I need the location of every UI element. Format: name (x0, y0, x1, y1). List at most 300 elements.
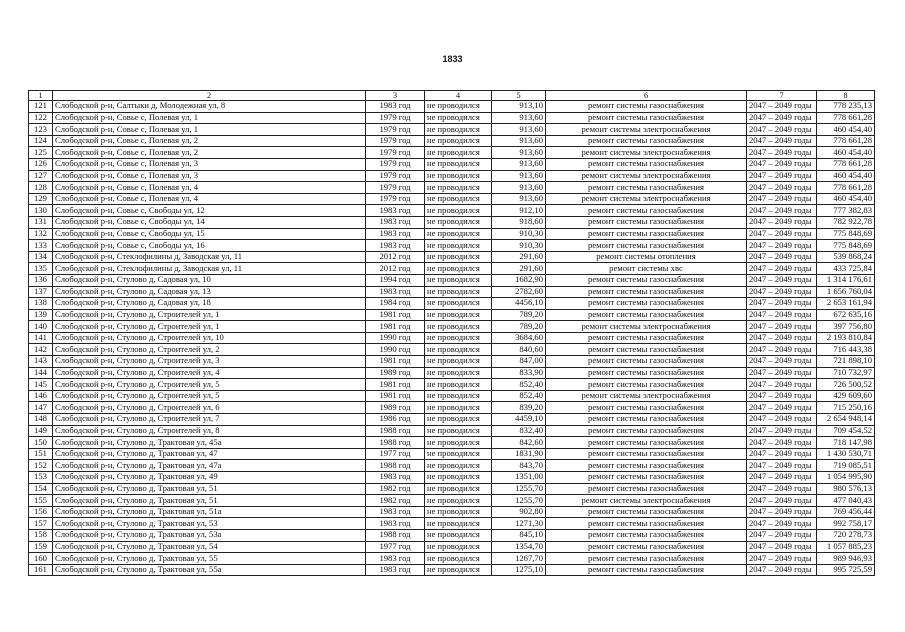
commission-year-cell: 1979 год (366, 112, 425, 124)
table-row (29, 240, 875, 252)
work-type-cell: ремонт системы газоснабжения (546, 541, 747, 553)
commission-year-cell: 1983 год (366, 101, 425, 113)
period-cell: 2047 – 2049 годы (747, 448, 817, 460)
area-cell: 1682,90 (492, 274, 546, 286)
table-row (29, 112, 875, 124)
last-repair-cell: не проводился (425, 367, 492, 379)
period-cell: 2047 – 2049 годы (747, 425, 817, 437)
column-header: 5 (492, 91, 546, 101)
cost-cell: 2 193 810,84 (817, 332, 875, 344)
last-repair-cell: не проводился (425, 553, 492, 565)
table-row (29, 228, 875, 240)
table-row (29, 344, 875, 356)
address-cell: Слободской р-н, Совье с, Полевая ул, 4 (53, 193, 366, 205)
row-number-cell: 148 (29, 414, 53, 426)
period-cell: 2047 – 2049 годы (747, 286, 817, 298)
period-cell: 2047 – 2049 годы (747, 332, 817, 344)
commission-year-cell: 1979 год (366, 182, 425, 194)
row-number-cell: 138 (29, 298, 53, 310)
table-row (29, 448, 875, 460)
area-cell: 842,60 (492, 437, 546, 449)
cost-cell: 989 946,93 (817, 553, 875, 565)
area-cell: 789,20 (492, 321, 546, 333)
period-cell: 2047 – 2049 годы (747, 263, 817, 275)
row-number-cell: 123 (29, 124, 53, 136)
commission-year-cell: 1977 год (366, 448, 425, 460)
column-header: 6 (546, 91, 747, 101)
area-cell: 789,20 (492, 309, 546, 321)
work-type-cell: ремонт системы газоснабжения (546, 379, 747, 391)
cost-cell: 672 635,16 (817, 309, 875, 321)
address-cell: Слободской р-н, Стулово д, Строителей ул, 1 (53, 321, 366, 333)
row-number-cell: 128 (29, 182, 53, 194)
commission-year-cell: 1979 год (366, 158, 425, 170)
table-row (29, 356, 875, 368)
period-cell: 2047 – 2049 годы (747, 321, 817, 333)
work-type-cell: ремонт системы газоснабжения (546, 425, 747, 437)
area-cell: 852,40 (492, 379, 546, 391)
area-cell: 839,20 (492, 402, 546, 414)
table-row (29, 518, 875, 530)
commission-year-cell: 1981 год (366, 356, 425, 368)
cost-cell: 2 653 161,94 (817, 298, 875, 310)
work-type-cell: ремонт системы газоснабжения (546, 356, 747, 368)
period-cell: 2047 – 2049 годы (747, 147, 817, 159)
period-cell: 2047 – 2049 годы (747, 460, 817, 472)
last-repair-cell: не проводился (425, 205, 492, 217)
row-number-cell: 147 (29, 402, 53, 414)
address-cell: Слободской р-н, Стулово д, Трактовая ул, 51 (53, 495, 366, 507)
last-repair-cell: не проводился (425, 321, 492, 333)
cost-cell: 778 235,13 (817, 101, 875, 113)
work-type-cell: ремонт системы газоснабжения (546, 182, 747, 194)
commission-year-cell: 1982 год (366, 483, 425, 495)
address-cell: Слободской р-н, Стулово д, Трактовая ул, 51 (53, 483, 366, 495)
last-repair-cell: не проводился (425, 425, 492, 437)
table-row (29, 147, 875, 159)
commission-year-cell: 1988 год (366, 437, 425, 449)
table-row (29, 437, 875, 449)
cost-cell: 433 725,84 (817, 263, 875, 275)
commission-year-cell: 1989 год (366, 402, 425, 414)
last-repair-cell: не проводился (425, 124, 492, 136)
cost-cell: 726 500,52 (817, 379, 875, 391)
row-number-cell: 130 (29, 205, 53, 217)
cost-cell: 2 654 948,14 (817, 414, 875, 426)
table-row (29, 251, 875, 263)
table-row (29, 321, 875, 333)
table-row (29, 379, 875, 391)
area-cell: 4459,10 (492, 414, 546, 426)
table-row (29, 367, 875, 379)
table-row (29, 495, 875, 507)
period-cell: 2047 – 2049 годы (747, 541, 817, 553)
row-number-cell: 144 (29, 367, 53, 379)
row-number-cell: 121 (29, 101, 53, 113)
area-cell: 913,10 (492, 101, 546, 113)
last-repair-cell: не проводился (425, 541, 492, 553)
cost-cell: 777 382,83 (817, 205, 875, 217)
area-cell: 913,60 (492, 182, 546, 194)
area-cell: 910,30 (492, 228, 546, 240)
area-cell: 910,30 (492, 240, 546, 252)
area-cell: 1831,90 (492, 448, 546, 460)
table-row (29, 460, 875, 472)
column-header: 2 (53, 91, 366, 101)
area-cell: 1354,70 (492, 541, 546, 553)
period-cell: 2047 – 2049 годы (747, 124, 817, 136)
work-type-cell: ремонт системы электроснабжения (546, 124, 747, 136)
period-cell: 2047 – 2049 годы (747, 274, 817, 286)
last-repair-cell: не проводился (425, 472, 492, 484)
work-type-cell: ремонт системы газоснабжения (546, 437, 747, 449)
table-row (29, 298, 875, 310)
area-cell: 1271,30 (492, 518, 546, 530)
row-number-cell: 125 (29, 147, 53, 159)
period-cell: 2047 – 2049 годы (747, 205, 817, 217)
area-cell: 902,80 (492, 506, 546, 518)
cost-cell: 715 250,16 (817, 402, 875, 414)
cost-cell: 778 661,28 (817, 182, 875, 194)
row-number-cell: 127 (29, 170, 53, 182)
last-repair-cell: не проводился (425, 101, 492, 113)
row-number-cell: 141 (29, 332, 53, 344)
column-header: 3 (366, 91, 425, 101)
area-cell: 918,60 (492, 216, 546, 228)
address-cell: Слободской р-н, Совье с, Полевая ул, 1 (53, 124, 366, 136)
period-cell: 2047 – 2049 годы (747, 390, 817, 402)
period-cell: 2047 – 2049 годы (747, 240, 817, 252)
period-cell: 2047 – 2049 годы (747, 135, 817, 147)
period-cell: 2047 – 2049 годы (747, 298, 817, 310)
address-cell: Слободской р-н, Стулово д, Садовая ул, 10 (53, 274, 366, 286)
commission-year-cell: 1990 год (366, 344, 425, 356)
cost-cell: 710 732,97 (817, 367, 875, 379)
last-repair-cell: не проводился (425, 135, 492, 147)
area-cell: 913,60 (492, 193, 546, 205)
work-type-cell: ремонт системы электроснабжения (546, 147, 747, 159)
commission-year-cell: 1986 год (366, 414, 425, 426)
address-cell: Слободской р-н, Совье с, Свободы ул, 15 (53, 228, 366, 240)
address-cell: Слободской р-н, Совье с, Полевая ул, 4 (53, 182, 366, 194)
period-cell: 2047 – 2049 годы (747, 506, 817, 518)
commission-year-cell: 1983 год (366, 506, 425, 518)
table-row (29, 158, 875, 170)
row-number-cell: 129 (29, 193, 53, 205)
period-cell: 2047 – 2049 годы (747, 228, 817, 240)
commission-year-cell: 1983 год (366, 553, 425, 565)
commission-year-cell: 1983 год (366, 564, 425, 576)
period-cell: 2047 – 2049 годы (747, 529, 817, 541)
row-number-cell: 139 (29, 309, 53, 321)
cost-cell: 778 661,28 (817, 112, 875, 124)
address-cell: Слободской р-н, Стулово д, Садовая ул, 18 (53, 298, 366, 310)
work-type-cell: ремонт системы отопления (546, 251, 747, 263)
work-type-cell: ремонт системы газоснабжения (546, 205, 747, 217)
cost-cell: 460 454,40 (817, 170, 875, 182)
table-row (29, 472, 875, 484)
work-type-cell: ремонт системы газоснабжения (546, 298, 747, 310)
last-repair-cell: не проводился (425, 518, 492, 530)
commission-year-cell: 1983 год (366, 472, 425, 484)
table-row (29, 274, 875, 286)
address-cell: Слободской р-н, Стулово д, Строителей ул, 5 (53, 379, 366, 391)
commission-year-cell: 1979 год (366, 147, 425, 159)
row-number-cell: 157 (29, 518, 53, 530)
table-row (29, 425, 875, 437)
last-repair-cell: не проводился (425, 564, 492, 576)
row-number-cell: 156 (29, 506, 53, 518)
page-number: 1833 (442, 54, 463, 64)
address-cell: Слободской р-н, Стулово д, Трактовая ул, 53а (53, 529, 366, 541)
period-cell: 2047 – 2049 годы (747, 170, 817, 182)
column-header: 7 (747, 91, 817, 101)
cost-cell: 769 456,44 (817, 506, 875, 518)
table-row (29, 564, 875, 576)
last-repair-cell: не проводился (425, 448, 492, 460)
work-type-cell: ремонт системы газоснабжения (546, 309, 747, 321)
address-cell: Слободской р-н, Стулово д, Строителей ул, 8 (53, 425, 366, 437)
row-number-cell: 142 (29, 344, 53, 356)
commission-year-cell: 1982 год (366, 495, 425, 507)
work-type-cell: ремонт системы газоснабжения (546, 529, 747, 541)
area-cell: 913,60 (492, 170, 546, 182)
work-type-cell: ремонт системы газоснабжения (546, 135, 747, 147)
column-header: 4 (425, 91, 492, 101)
row-number-cell: 160 (29, 553, 53, 565)
address-cell: Слободской р-н, Стулово д, Трактовая ул, 45а (53, 437, 366, 449)
cost-cell: 709 454,52 (817, 425, 875, 437)
area-cell: 291,60 (492, 263, 546, 275)
address-cell: Слободской р-н, Стеклофилины д, Заводская ул, 11 (53, 263, 366, 275)
cost-cell: 477 040,43 (817, 495, 875, 507)
commission-year-cell: 1988 год (366, 529, 425, 541)
period-cell: 2047 – 2049 годы (747, 379, 817, 391)
last-repair-cell: не проводился (425, 298, 492, 310)
commission-year-cell: 1984 год (366, 298, 425, 310)
work-type-cell: ремонт системы газоснабжения (546, 448, 747, 460)
table-row (29, 124, 875, 136)
period-cell: 2047 – 2049 годы (747, 483, 817, 495)
address-cell: Слободской р-н, Стулово д, Строителей ул, 10 (53, 332, 366, 344)
commission-year-cell: 1979 год (366, 170, 425, 182)
cost-cell: 1 314 176,61 (817, 274, 875, 286)
address-cell: Слободской р-н, Стулово д, Трактовая ул, 54 (53, 541, 366, 553)
period-cell: 2047 – 2049 годы (747, 356, 817, 368)
cost-cell: 721 898,10 (817, 356, 875, 368)
period-cell: 2047 – 2049 годы (747, 101, 817, 113)
row-number-cell: 154 (29, 483, 53, 495)
work-type-cell: ремонт системы газоснабжения (546, 506, 747, 518)
work-type-cell: ремонт системы газоснабжения (546, 402, 747, 414)
table-row (29, 529, 875, 541)
commission-year-cell: 1989 год (366, 367, 425, 379)
period-cell: 2047 – 2049 годы (747, 193, 817, 205)
address-cell: Слободской р-н, Совье с, Свободы ул, 12 (53, 205, 366, 217)
area-cell: 1255,70 (492, 483, 546, 495)
address-cell: Слободской р-н, Совье с, Полевая ул, 2 (53, 135, 366, 147)
work-type-cell: ремонт системы электроснабжения (546, 193, 747, 205)
table-row (29, 263, 875, 275)
table-row (29, 390, 875, 402)
commission-year-cell: 1979 год (366, 135, 425, 147)
work-type-cell: ремонт системы газоснабжения (546, 112, 747, 124)
last-repair-cell: не проводился (425, 112, 492, 124)
address-cell: Слободской р-н, Стулово д, Трактовая ул, 49 (53, 472, 366, 484)
column-header: 8 (817, 91, 875, 101)
work-type-cell: ремонт системы электроснабжения (546, 170, 747, 182)
work-type-cell: ремонт системы газоснабжения (546, 286, 747, 298)
commission-year-cell: 1988 год (366, 460, 425, 472)
commission-year-cell: 1981 год (366, 379, 425, 391)
address-cell: Слободской р-н, Стулово д, Трактовая ул, 55а (53, 564, 366, 576)
row-number-cell: 150 (29, 437, 53, 449)
cost-cell: 992 758,17 (817, 518, 875, 530)
row-number-cell: 161 (29, 564, 53, 576)
row-number-cell: 152 (29, 460, 53, 472)
work-type-cell: ремонт системы газоснабжения (546, 158, 747, 170)
last-repair-cell: не проводился (425, 356, 492, 368)
table-row (29, 414, 875, 426)
period-cell: 2047 – 2049 годы (747, 309, 817, 321)
period-cell: 2047 – 2049 годы (747, 158, 817, 170)
cost-cell: 1 054 995,90 (817, 472, 875, 484)
last-repair-cell: не проводился (425, 263, 492, 275)
commission-year-cell: 1977 год (366, 541, 425, 553)
area-cell: 1275,10 (492, 564, 546, 576)
row-number-cell: 158 (29, 529, 53, 541)
address-cell: Слободской р-н, Совье с, Полевая ул, 2 (53, 147, 366, 159)
row-number-cell: 151 (29, 448, 53, 460)
row-number-cell: 135 (29, 263, 53, 275)
table-row (29, 402, 875, 414)
last-repair-cell: не проводился (425, 437, 492, 449)
address-cell: Слободской р-н, Стулово д, Строителей ул, 3 (53, 356, 366, 368)
address-cell: Слободской р-н, Совье с, Свободы ул, 16 (53, 240, 366, 252)
period-cell: 2047 – 2049 годы (747, 251, 817, 263)
address-cell: Слободской р-н, Стеклофилины д, Заводская ул, 11 (53, 251, 366, 263)
last-repair-cell: не проводился (425, 193, 492, 205)
table-row (29, 483, 875, 495)
work-type-cell: ремонт системы хвс (546, 263, 747, 275)
row-number-cell: 140 (29, 321, 53, 333)
address-cell: Слободской р-н, Стулово д, Трактовая ул, 47а (53, 460, 366, 472)
commission-year-cell: 1983 год (366, 216, 425, 228)
address-cell: Слободской р-н, Стулово д, Трактовая ул, 47 (53, 448, 366, 460)
cost-cell: 775 848,69 (817, 228, 875, 240)
last-repair-cell: не проводился (425, 228, 492, 240)
work-type-cell: ремонт системы газоснабжения (546, 564, 747, 576)
work-type-cell: ремонт системы газоснабжения (546, 344, 747, 356)
area-cell: 833,90 (492, 367, 546, 379)
commission-year-cell: 1981 год (366, 309, 425, 321)
period-cell: 2047 – 2049 годы (747, 495, 817, 507)
cost-cell: 1 656 760,04 (817, 286, 875, 298)
area-cell: 845,10 (492, 529, 546, 541)
period-cell: 2047 – 2049 годы (747, 216, 817, 228)
period-cell: 2047 – 2049 годы (747, 472, 817, 484)
period-cell: 2047 – 2049 годы (747, 437, 817, 449)
row-number-cell: 146 (29, 390, 53, 402)
area-cell: 1267,70 (492, 553, 546, 565)
area-cell: 843,70 (492, 460, 546, 472)
address-cell: Слободской р-н, Совье с, Свободы ул, 14 (53, 216, 366, 228)
work-type-cell: ремонт системы электроснабжения (546, 321, 747, 333)
period-cell: 2047 – 2049 годы (747, 564, 817, 576)
last-repair-cell: не проводился (425, 402, 492, 414)
work-type-cell: ремонт системы газоснабжения (546, 518, 747, 530)
commission-year-cell: 1979 год (366, 193, 425, 205)
table-row (29, 135, 875, 147)
area-cell: 913,60 (492, 124, 546, 136)
work-type-cell: ремонт системы электроснабжения (546, 495, 747, 507)
table-row (29, 216, 875, 228)
area-cell: 847,00 (492, 356, 546, 368)
row-number-cell: 126 (29, 158, 53, 170)
work-type-cell: ремонт системы газоснабжения (546, 367, 747, 379)
commission-year-cell: 2012 год (366, 251, 425, 263)
last-repair-cell: не проводился (425, 147, 492, 159)
work-type-cell: ремонт системы газоснабжения (546, 460, 747, 472)
row-number-cell: 155 (29, 495, 53, 507)
address-cell: Слободской р-н, Стулово д, Трактовая ул, 51а (53, 506, 366, 518)
address-cell: Слободской р-н, Стулово д, Строителей ул, 7 (53, 414, 366, 426)
work-type-cell: ремонт системы газоснабжения (546, 216, 747, 228)
area-cell: 1351,00 (492, 472, 546, 484)
row-number-cell: 134 (29, 251, 53, 263)
repair-schedule-table (28, 90, 875, 576)
table-row (29, 541, 875, 553)
row-number-cell: 131 (29, 216, 53, 228)
cost-cell: 539 868,24 (817, 251, 875, 263)
area-cell: 913,60 (492, 112, 546, 124)
commission-year-cell: 1983 год (366, 228, 425, 240)
commission-year-cell: 1979 год (366, 124, 425, 136)
address-cell: Слободской р-н, Стулово д, Строителей ул, 2 (53, 344, 366, 356)
last-repair-cell: не проводился (425, 390, 492, 402)
cost-cell: 720 278,73 (817, 529, 875, 541)
cost-cell: 716 443,38 (817, 344, 875, 356)
cost-cell: 719 085,51 (817, 460, 875, 472)
commission-year-cell: 1994 год (366, 274, 425, 286)
address-cell: Слободской р-н, Совье с, Полевая ул, 1 (53, 112, 366, 124)
area-cell: 912,10 (492, 205, 546, 217)
row-number-cell: 153 (29, 472, 53, 484)
table-row (29, 332, 875, 344)
last-repair-cell: не проводился (425, 182, 492, 194)
column-number-row (29, 91, 875, 101)
commission-year-cell: 1983 год (366, 240, 425, 252)
area-cell: 4456,10 (492, 298, 546, 310)
commission-year-cell: 1983 год (366, 286, 425, 298)
row-number-cell: 143 (29, 356, 53, 368)
address-cell: Слободской р-н, Совье с, Полевая ул, 3 (53, 170, 366, 182)
cost-cell: 1 057 885,23 (817, 541, 875, 553)
work-type-cell: ремонт системы газоснабжения (546, 553, 747, 565)
table-row (29, 205, 875, 217)
period-cell: 2047 – 2049 годы (747, 367, 817, 379)
table-row (29, 182, 875, 194)
last-repair-cell: не проводился (425, 332, 492, 344)
area-cell: 832,40 (492, 425, 546, 437)
table-row (29, 101, 875, 113)
period-cell: 2047 – 2049 годы (747, 402, 817, 414)
commission-year-cell: 1981 год (366, 321, 425, 333)
last-repair-cell: не проводился (425, 379, 492, 391)
address-cell: Слободской р-н, Стулово д, Садовая ул, 13 (53, 286, 366, 298)
address-cell: Слободской р-н, Салтыки д, Молодежная ул, 8 (53, 101, 366, 113)
period-cell: 2047 – 2049 годы (747, 553, 817, 565)
